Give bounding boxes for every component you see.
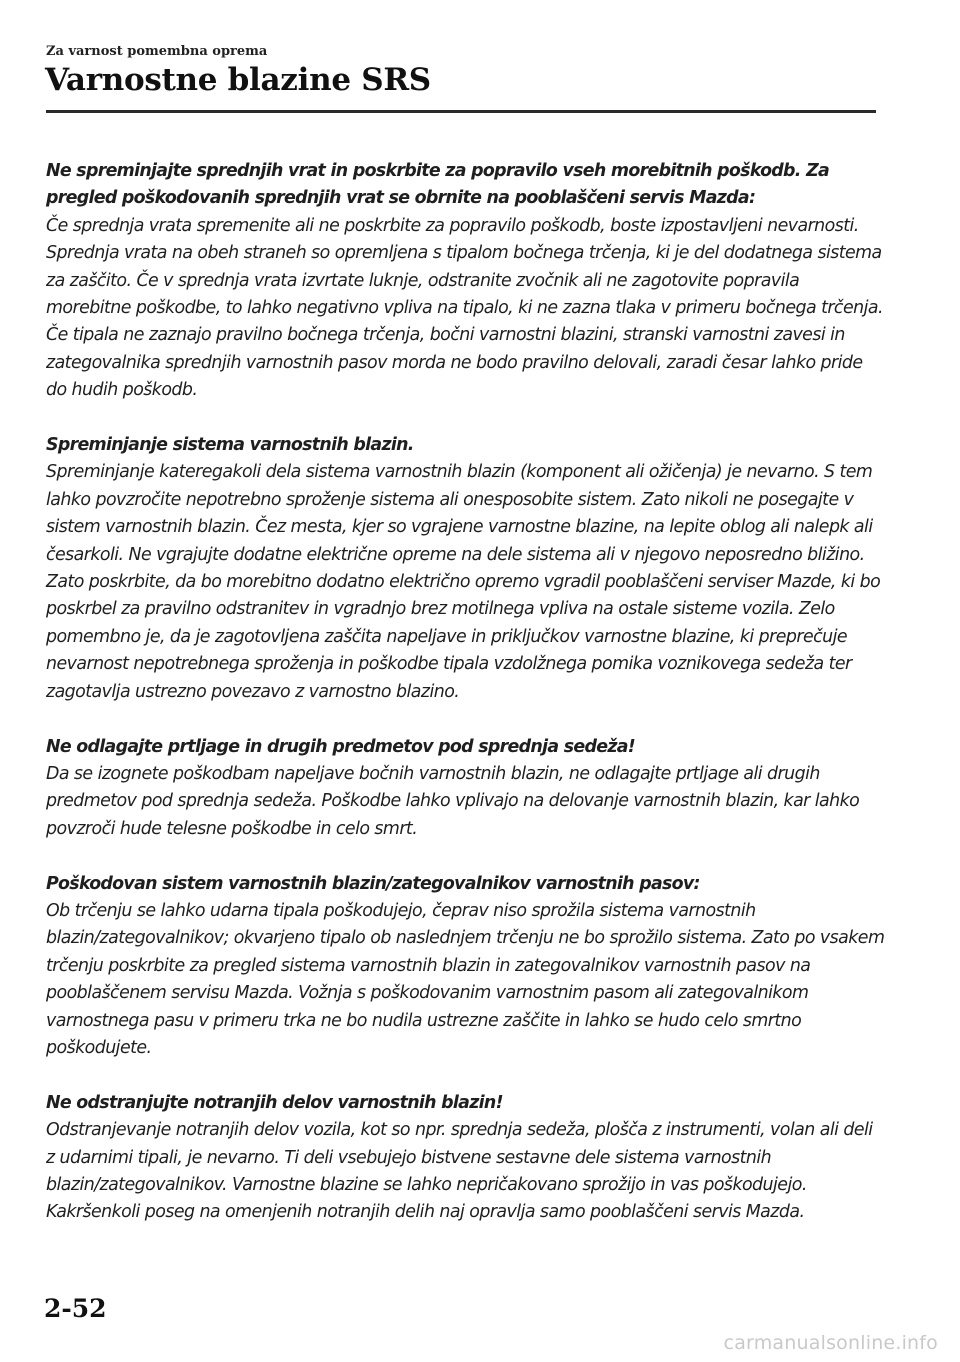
- warning-heading: Ne odlagajte prtljage in drugih predmetov pod sprednja sedeža!: [46, 736, 636, 757]
- warning-block-modifying-system: [46, 432, 886, 706]
- warning-block-interior-parts: [46, 1090, 886, 1227]
- warning-body: Odstranjevanje notranjih delov vozila, kot so npr. sprednja sedeža, plošča z instrumenti, volan ali deli z udarnimi tipali, je nevarno. Ti deli vsebujejo bistvene sestavne dele sistema varnostnih blazin/zategovalnikov. Varnostne blazine se lahko nepričakovano sprožijo in vas poškodujejo. Kakršenkoli poseg na omenjenih notranjih delih naj opravlja samo pooblaščeni servis Mazda.: [46, 1120, 873, 1223]
- section-kicker: Za varnost pomembna oprema: [46, 44, 268, 59]
- warning-heading: Spreminjanje sistema varnostnih blazin.: [46, 435, 414, 456]
- warning-body: Če sprednja vrata spremenite ali ne poskrbite za popravilo poškodb, boste izpostavljeni nevarnosti. Sprednja vrata na obeh straneh so opremljena s tipalom bočnega trčenja, ki je del dodatnega sistema za zaščito. Če v sprednja vrata izvrtate luknje, odstranite zvočnik ali ne zagotovite popravila morebitne poškodbe, to lahko negativno vpliva na tipalo, ki ne zazna tlaka v primeru bočnega trčenja. Če tipala ne zaznajo pravilno bočnega trčenja, bočni varnostni blazini, stranski varnostni zavesi in zategovalnika sprednjih varnostnih pasov morda ne bodo pravilno delovali, zaradi česar lahko pride do hudih poškodb.: [46, 215, 883, 401]
- warning-heading: Ne spreminjajte sprednjih vrat in poskrbite za popravilo vseh morebitnih poškodb. Za pregled poškodovanih sprednjih vrat se obrnite na pooblaščeni servis Mazda:: [46, 161, 830, 209]
- warning-body: Ob trčenju se lahko udarna tipala poškodujejo, čeprav niso sprožila sistema varnostnih blazin/zategovalnikov; okvarjeno tipalo ob naslednjem trčenju ne bo sprožilo sistema. Zato po vsakem trčenju poskrbite za pregled sistema varnostnih blazin in zategovalnikov varnostnih pasov na pooblaščenem servisu Mazda. Vožnja s poškodovanim varnostnim pasom ali zategovalnikom varnostnega pasu v primeru trka ne bo nudila ustrezne zaščite in lahko se hudo celo smrtno poškodujete.: [46, 900, 885, 1058]
- page-number: 2-52: [44, 1294, 107, 1323]
- watermark: carmanualsonline.info: [723, 1332, 938, 1354]
- warning-heading: Poškodovan sistem varnostnih blazin/zategovalnikov varnostnih pasov:: [46, 873, 700, 894]
- warning-block-side-doors: [46, 158, 886, 405]
- warning-block-under-seats: [46, 734, 886, 844]
- page-title: Varnostne blazine SRS: [45, 62, 431, 98]
- warning-block-damaged-system: [46, 871, 886, 1063]
- warning-heading: Ne odstranjujte notranjih delov varnostnih blazin!: [46, 1092, 503, 1113]
- warnings-content: [46, 158, 886, 1254]
- header-divider: [46, 110, 876, 113]
- warning-body: Da se izognete poškodbam napeljave bočnih varnostnih blazin, ne odlagajte prtljage ali drugih predmetov pod sprednja sedeža. Poškodbe lahko vplivajo na delovanje varnostnih blazin, kar lahko povzroči hude telesne poškodbe in celo smrt.: [46, 763, 860, 839]
- warning-body: Spreminjanje kateregakoli dela sistema varnostnih blazin (komponent ali ožičenja) je nevarno. S tem lahko povzročite nepotrebno sproženje sistema ali onesposobite sistem. Zato nikoli ne posegajte v sistem varnostnih blazin. Čez mesta, kjer so vgrajene varnostne blazine, na lepite oblog ali nalepk ali česarkoli. Ne vgrajujte dodatne električne opreme na dele sistema ali v njegovo neposredno bližino. Zato poskrbite, da bo morebitno dodatno električno opremo vgradil pooblaščeni serviser Mazde, ki bo poskrbel za pravilno odstranitev in vgradnjo brez motilnega vpliva na ostale sisteme vozila. Zelo pomembno je, da je zagotovljena zaščita napeljave in priključkov varnostne blazine, ki preprečuje nevarnost nepotrebnega sproženja in poškodbe tipala vzdolžnega pomika voznikovega sedeža ter zagotavlja ustrezno povezavo z varnostno blazino.: [46, 462, 881, 702]
